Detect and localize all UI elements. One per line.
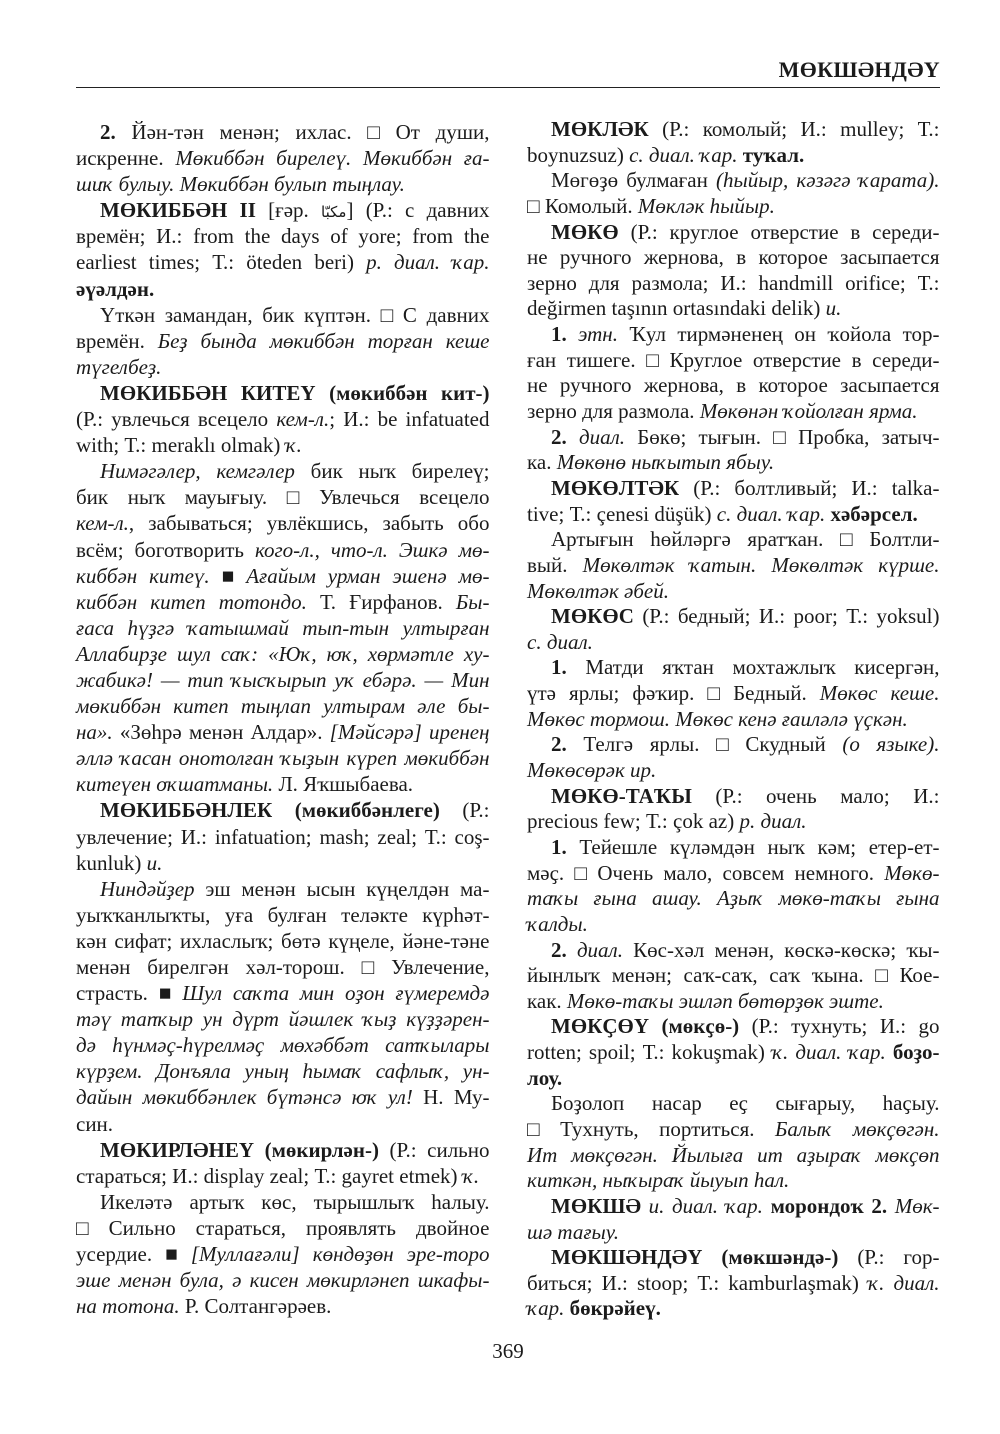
text-run: биться; И.: stoop; Т.: kamburlaşmak)	[527, 1270, 869, 1295]
entry-headword: МӨКӨ-ТАҠЫ	[551, 783, 692, 808]
italic-text: Мөкөлтәк ҡатын. Мөкөлтәк күрше.	[582, 552, 940, 577]
text-line	[527, 912, 940, 938]
italic-text: р. диал. ҡар.	[366, 250, 490, 275]
text-line	[527, 963, 940, 989]
bold-text: 1.	[551, 322, 567, 347]
text-line	[527, 425, 940, 451]
italic-text: шә тағыу.	[527, 1219, 620, 1244]
text-run: ған тишеге. □ Круглое отверстие в середи-	[527, 347, 940, 372]
text-run: үтә ярлы; фәҡир. □ Бедный.	[527, 681, 820, 706]
bold-text: 2.	[551, 732, 567, 757]
entry-headword: МӨКШӘ	[551, 1193, 641, 1218]
italic-text: и.	[825, 296, 842, 321]
text-line	[527, 809, 940, 835]
text-line	[527, 1245, 940, 1271]
bold-text: 2.	[551, 937, 567, 962]
italic-text: жабикә! — тип ҡысҡырып уҡ ебәрә. — Мин	[76, 667, 490, 692]
text-run: син.	[76, 1111, 114, 1136]
italic-text: этн.	[578, 322, 618, 347]
text-line	[527, 348, 940, 374]
text-run: бик ныҡ мауығыу. □ Увлечься всецело	[76, 485, 490, 510]
text-run: Йән-тән менән; ихлас. □ От души,	[115, 120, 490, 144]
italic-text: Мөкөлтәк әбей.	[527, 578, 669, 603]
text-run: ; И.: be infatuated	[329, 407, 490, 432]
italic-text: Аллабирҙе шул саҡ: «Юҡ, юҡ, хөрмәтле ху-	[76, 641, 490, 666]
text-line	[76, 1032, 490, 1058]
text-line	[527, 194, 940, 220]
text-run: Тейешле күләмдән ныҡ кәм; етер-ет-	[566, 834, 940, 859]
text-line	[76, 1189, 490, 1215]
text-line	[527, 886, 940, 912]
text-line	[527, 1117, 940, 1143]
text-run: зерно для размола; И.: handmill orifice; Т.:	[527, 270, 940, 295]
italic-text: ҡар.	[527, 1296, 565, 1321]
entry-paragraph	[527, 1091, 940, 1194]
running-head: МӨКШӘНДӘҮ	[778, 57, 940, 82]
italic-text: түгелбеҙ.	[76, 354, 162, 379]
text-line	[527, 527, 940, 553]
text-line	[76, 1111, 490, 1137]
text-run: эш менән ысын күңелдән ма-	[194, 876, 490, 901]
italic-text: р. диал.	[739, 809, 807, 834]
text-run: , забываться; увлёкшись, забыть обо	[128, 511, 490, 536]
italic-text: с. диал.	[527, 629, 593, 654]
entry-paragraph	[76, 119, 490, 197]
bold-text: 1.	[551, 655, 567, 680]
text-line	[527, 553, 940, 579]
text-line	[527, 117, 940, 143]
text-line	[76, 484, 490, 510]
text-run: Ҡул тирмәненең он ҡойола тор-	[617, 322, 940, 347]
italic-text: Нимәгәлер, кемгәлер	[100, 459, 295, 484]
entry-paragraph	[76, 1189, 490, 1319]
text-run: Матди яҡтан мохтажлыҡ кисергән,	[566, 655, 940, 680]
entry-headword: МӨКҪӨҮ (мөкҫө-)	[551, 1014, 740, 1039]
text-run: ■	[209, 563, 247, 588]
text-line	[527, 271, 940, 297]
text-run: tive; Т.: çenesi düşük)	[527, 501, 717, 526]
text-line	[76, 302, 490, 328]
text-line	[527, 989, 940, 1015]
italic-text: на тотона.	[76, 1294, 180, 1319]
text-run	[887, 1194, 895, 1218]
text-run: with; Т.: meraklı olmak)	[76, 433, 286, 458]
italic-text: әллә ҡасан онотолған ҡыҙын күреп мөкиббән	[76, 746, 490, 771]
italic-text: эше менән була, ә кисен мөкирләнеп шкафы-	[76, 1268, 490, 1293]
text-line	[527, 296, 940, 322]
text-line	[76, 693, 490, 719]
text-run: «Зөһрә менән Алдар».	[112, 720, 330, 745]
text-run: бик ныҡ бирелеү;	[294, 459, 490, 484]
italic-text: Мөкөнө ныҡытып ябыу.	[556, 450, 775, 475]
italic-text: Мөкөс кеше.	[819, 681, 940, 706]
bold-text: морондоҡ 2.	[770, 1193, 888, 1218]
text-line	[527, 1168, 940, 1194]
italic-text: күрҙем. Донъяла уның һымаҡ сафлыҡ, ун-	[76, 1059, 490, 1084]
text-run: Т. Ғирфанов.	[306, 589, 456, 614]
italic-text: кого-л., что-л. Эшкә мө-	[254, 537, 490, 562]
italic-text: дайын мөкиббәнлек бүтәнсә юҡ ул!	[76, 1085, 413, 1110]
text-run: Бөкө; тығын. □ Пробка, затыч-	[624, 424, 940, 449]
text-line	[76, 276, 490, 302]
text-run: как.	[527, 988, 567, 1013]
text-line	[76, 1267, 490, 1293]
text-run: Артығын һөйләргә яратҡан. □ Болтли-	[551, 527, 940, 552]
text-line	[76, 1006, 490, 1032]
entry-paragraph	[527, 655, 940, 732]
entry-paragraph	[76, 380, 490, 458]
italic-text: [Мәйсәрә] иренең	[329, 720, 490, 745]
text-line	[76, 537, 490, 563]
italic-text: ҡ.	[462, 1163, 480, 1188]
entry-paragraph	[527, 835, 940, 938]
entry-headword: МӨКИББӘН II	[100, 198, 256, 223]
text-run: Телгә ярлы. □ Скудный	[566, 732, 843, 757]
text-line	[76, 876, 490, 902]
text-line	[527, 322, 940, 348]
text-line	[76, 563, 490, 589]
text-line	[527, 732, 940, 758]
text-run: увлечение; И.: infatuation; mash; zeal; Т.: coş-	[76, 824, 490, 849]
text-line	[527, 1066, 940, 1092]
text-line	[527, 1296, 940, 1322]
text-run: Боҙолоп насар еҫ сығарыу, һаҫыу.	[551, 1091, 940, 1116]
text-line	[76, 928, 490, 954]
text-line	[527, 168, 940, 194]
entry-headword: МӨКӨ	[551, 219, 619, 244]
text-run: [ғәр.	[255, 198, 322, 223]
text-run: (Р.: сильно	[378, 1137, 490, 1162]
text-line	[527, 245, 940, 271]
entry-headword: МӨКИББӘНЛЕК (мөкиббәнлеге)	[100, 798, 440, 823]
italic-text: Балыҡ мөкҫөгән.	[774, 1116, 940, 1141]
italic-text: с. диал. ҡар.	[629, 142, 738, 167]
entry-paragraph	[527, 117, 940, 168]
text-line	[527, 476, 940, 502]
text-run: (Р.: очень мало; И.:	[691, 783, 940, 808]
italic-text: кем-л.	[76, 511, 129, 536]
bold-text: 2.	[100, 120, 116, 144]
italic-text: [Муллағәли] көндөҙөн эре-торо	[190, 1242, 490, 1267]
text-run	[763, 1194, 771, 1218]
left-column	[76, 119, 490, 1319]
text-line	[527, 938, 940, 964]
text-line	[76, 954, 490, 980]
text-line	[527, 707, 940, 733]
italic-text: Мөкиббән бирелеү. Мөкиббән ға-	[175, 146, 490, 171]
italic-text: тәү тапҡыр ун дүрт йәшлек ҡыҙ күҙҙәрен-	[76, 1007, 490, 1032]
text-line	[527, 681, 940, 707]
text-run: precious few; Т.: çok az)	[527, 809, 740, 834]
text-line	[76, 249, 490, 275]
text-line	[76, 458, 490, 484]
text-line	[527, 450, 940, 476]
text-run	[567, 938, 577, 962]
italic-text: и. диал. ҡар.	[648, 1193, 763, 1218]
entry-paragraph	[527, 604, 940, 655]
text-line	[527, 579, 940, 605]
italic-text: диал.	[578, 424, 625, 449]
text-run: □ Сильно стараться, проявлять двойное	[76, 1215, 490, 1240]
italic-text: и.	[146, 850, 163, 875]
entry-headword: МӨКШӘНДӘҮ (мөкшәндә-)	[551, 1245, 839, 1270]
italic-text: Мөкләк һыйыр.	[637, 193, 775, 218]
text-run	[641, 1194, 649, 1218]
entry-paragraph	[76, 797, 490, 875]
entry-headword: МӨКИРЛӘНЕҮ (мөкирлән-)	[100, 1137, 379, 1162]
text-line	[527, 835, 940, 861]
text-run: Көс-хәл менән, көскә-көскә; ҡы-	[622, 937, 940, 962]
italic-text: (һыйыр, кәзәгә ҡарата).	[716, 168, 940, 193]
italic-text: (о языке).	[842, 732, 940, 757]
italic-text: Мөкөсөрәк ир.	[527, 758, 657, 783]
italic-text: с. диал. ҡар.	[716, 501, 826, 526]
text-run: (Р.:	[439, 798, 490, 823]
text-line	[76, 510, 490, 536]
text-run: кән сифат; ихласлыҡ; бөтә күңеле, йәне-тәне	[76, 928, 490, 953]
text-run: (Р.: увлечься всецело	[76, 407, 277, 432]
text-line	[76, 824, 490, 850]
italic-text: таҡы ғына ашау. Аҙыҡ мөкө-таҡы ғына	[527, 886, 940, 911]
italic-text: шиҡ булыу. Мөкиббән булып тыңлау.	[76, 172, 405, 197]
bold-text: бөкрәйеү.	[569, 1296, 661, 1321]
entry-headword: МӨКЛӘК	[551, 117, 649, 141]
text-run: □ Комолый.	[527, 193, 638, 218]
arabic-etymon: مكبّا	[321, 203, 347, 222]
entry-paragraph	[527, 476, 940, 527]
entry-headword: МӨКӨЛТӘК	[551, 475, 680, 500]
italic-text: ҡалды.	[527, 911, 588, 936]
text-run: страсть. ■	[76, 981, 183, 1006]
text-line	[527, 1194, 940, 1220]
text-line	[76, 380, 490, 406]
text-run: (Р.: тухнуть; И.: go	[739, 1014, 940, 1039]
entry-paragraph	[527, 322, 940, 425]
text-line	[76, 1137, 490, 1163]
entry-paragraph	[76, 876, 490, 1137]
text-run: kunluk)	[76, 850, 147, 875]
text-line	[76, 745, 490, 771]
right-column	[527, 117, 940, 1322]
text-line	[76, 1084, 490, 1110]
italic-text: дә һүнмәҫ-һүрелмәҫ мөхәббәт сатҡылары	[76, 1033, 490, 1058]
entry-paragraph	[527, 1014, 940, 1091]
text-line	[527, 758, 940, 784]
entry-paragraph	[76, 197, 490, 301]
text-run: менән бирелгән хәл-торош. □ Увлечение,	[76, 955, 490, 979]
text-line	[527, 1091, 940, 1117]
italic-text: Шул саҡта мин оҙон ғүмеремдә	[182, 981, 490, 1006]
page-number: 369	[492, 1339, 524, 1363]
italic-text: Беҙ бында мөкиббән торған кеше	[157, 328, 490, 353]
text-line	[76, 667, 490, 693]
entry-paragraph	[527, 527, 940, 604]
text-run: не ручного жернова, в которое засыпается	[527, 373, 940, 398]
text-run: мәҫ. □ Очень мало, совсем немного.	[527, 860, 885, 885]
entry-paragraph	[527, 784, 940, 835]
text-line	[527, 143, 940, 169]
text-run: rotten; spoil; Т.: kokuşmak)	[527, 1040, 772, 1065]
text-line	[527, 655, 940, 681]
italic-text: киббән китеү.	[76, 563, 210, 588]
text-line	[527, 604, 940, 630]
text-line	[527, 630, 940, 656]
entry-headword: МӨКӨС	[551, 604, 634, 629]
text-run: boynuzsuz)	[527, 142, 630, 167]
text-run: зерно для размола.	[527, 399, 700, 424]
text-line	[527, 1040, 940, 1066]
text-line	[527, 502, 940, 528]
text-line	[76, 589, 490, 615]
text-run: değirmen taşının ortasındaki delik)	[527, 296, 826, 321]
italic-text: ғаса һүҙгә ҡатышмай тып-тын ултырған	[76, 615, 490, 640]
italic-text: диал.	[576, 937, 623, 962]
italic-text: Ниндәйҙер	[100, 876, 195, 901]
text-run: □ Тухнуть, портиться.	[527, 1116, 775, 1141]
italic-text: Мөкө-таҡы эшләп бөтөрҙөк эште.	[566, 988, 884, 1013]
entry-paragraph	[527, 938, 940, 1015]
entry-paragraph	[76, 302, 490, 380]
text-run: искренне.	[76, 146, 176, 171]
text-line	[76, 719, 490, 745]
text-line	[76, 145, 490, 171]
text-run: Мөгөҙө булмаған	[551, 168, 717, 193]
text-line	[76, 354, 490, 380]
text-line	[527, 861, 940, 887]
text-line	[76, 641, 490, 667]
text-run: Р. Солтангәрәев.	[179, 1294, 332, 1319]
bold-text: 2.	[551, 424, 567, 449]
text-line	[527, 1143, 940, 1169]
text-run: (Р.: комолый; И.: mulley; Т.:	[648, 117, 940, 141]
text-line	[527, 373, 940, 399]
text-line	[76, 171, 490, 197]
entry-paragraph	[76, 1137, 490, 1189]
italic-text: Мөк-	[894, 1193, 940, 1218]
italic-text: Ағайым урман эшенә мө-	[246, 563, 490, 588]
text-run: времён.	[76, 328, 158, 353]
italic-text: кем-л.	[276, 407, 330, 432]
header-rule	[76, 87, 940, 88]
entry-paragraph	[527, 425, 940, 476]
italic-text: китеүен оҡшатманы.	[76, 772, 274, 797]
text-line	[76, 1058, 490, 1084]
entry-paragraph	[527, 220, 940, 323]
text-line	[76, 328, 490, 354]
italic-text: мөкиббән китеп тыңлап ултырам әле бы-	[76, 694, 490, 719]
text-run: ка.	[527, 450, 557, 475]
text-run: Н. Му-	[412, 1085, 490, 1110]
bold-text: боҙо-	[892, 1040, 940, 1065]
text-line	[76, 902, 490, 928]
text-line	[527, 220, 940, 246]
text-run: стараться; И.: display zeal; Т.: gayret etmek)	[76, 1163, 463, 1188]
text-run	[886, 1040, 893, 1064]
text-line	[76, 980, 490, 1006]
text-line	[76, 771, 490, 797]
text-run: всём; боготворить	[76, 537, 255, 562]
italic-text: киббән китеп тотондо.	[76, 589, 307, 614]
entry-paragraph	[527, 1194, 940, 1245]
italic-text: Бы-	[455, 589, 490, 614]
text-line	[76, 223, 490, 249]
italic-text: ҡ.	[285, 433, 302, 458]
text-run: Икеләтә артыҡ көс, тырышлыҡ һалыу.	[100, 1189, 490, 1214]
italic-text: Мөкө-	[884, 860, 940, 885]
italic-text: ҡ. диал. ҡар.	[771, 1040, 886, 1065]
italic-text: Мөкөс тормош. Мөкөс кенә ғаиләлә үҫкән.	[527, 706, 908, 731]
text-run: ] (Р.: с давних	[346, 198, 490, 223]
entry-paragraph	[527, 168, 940, 219]
text-run: (Р.: круглое отверстие в середи-	[618, 219, 940, 244]
text-line	[527, 1271, 940, 1297]
text-line	[76, 1215, 490, 1241]
text-line	[527, 1014, 940, 1040]
text-line	[76, 797, 490, 823]
bold-text: туҡал.	[742, 142, 805, 167]
text-line	[76, 197, 490, 223]
text-run: (Р.: болтливый; И.: talka-	[679, 475, 940, 500]
italic-text: Ит мөкҫөгән. Йылыға ит аҙыраҡ мөкҫөп	[527, 1142, 940, 1167]
text-run: уыҡҡанлыҡты, уға булған теләкте күрһәт-	[76, 902, 490, 927]
text-line	[76, 432, 490, 458]
text-run: усердие. ■	[76, 1242, 191, 1267]
text-run: earliest times; Т.: öteden beri)	[76, 250, 367, 275]
text-line	[76, 1241, 490, 1267]
text-line	[527, 1220, 940, 1246]
text-run: времён; И.: from the days of yore; from the	[76, 224, 490, 249]
italic-text: киткән, ныҡыраҡ йыуып һал.	[527, 1168, 790, 1193]
bold-text: хәбәрсел.	[830, 501, 918, 526]
text-line	[76, 119, 490, 145]
text-line	[76, 406, 490, 432]
text-run: йынлыҡ менән; саҡ-саҡ, саҡ ҡына. □ Кое-	[527, 963, 940, 988]
entry-headword: МӨКИББӘН КИТЕҮ (мөкиббән кит-)	[100, 380, 490, 405]
bold-text: әүәлдән.	[76, 276, 155, 301]
text-line	[76, 1163, 490, 1189]
bold-text: 1.	[551, 834, 567, 859]
italic-text: Мөкөнән ҡойолған ярма.	[699, 399, 918, 424]
text-run: вый.	[527, 552, 583, 577]
text-run: (Р.: бедный; И.: poor; Т.: yoksul)	[633, 604, 940, 629]
text-line	[527, 784, 940, 810]
entry-paragraph	[527, 732, 940, 783]
text-run	[567, 425, 579, 449]
italic-text: на».	[76, 720, 113, 745]
italic-text: ҡ. диал.	[868, 1270, 940, 1295]
text-run: не ручного жернова, в которое засыпается	[527, 245, 940, 270]
bold-text: лоу.	[527, 1065, 563, 1090]
text-line	[76, 850, 490, 876]
text-run: Үткән замандан, бик күптән. □ С давних	[100, 302, 490, 327]
text-run: (Р.: гор-	[838, 1245, 940, 1270]
text-line	[527, 399, 940, 425]
entry-paragraph	[527, 1245, 940, 1322]
text-line	[76, 1293, 490, 1319]
text-run	[567, 322, 578, 346]
text-line	[76, 615, 490, 641]
text-run: Л. Яҡшыбаева.	[273, 772, 414, 797]
entry-paragraph	[76, 458, 490, 797]
